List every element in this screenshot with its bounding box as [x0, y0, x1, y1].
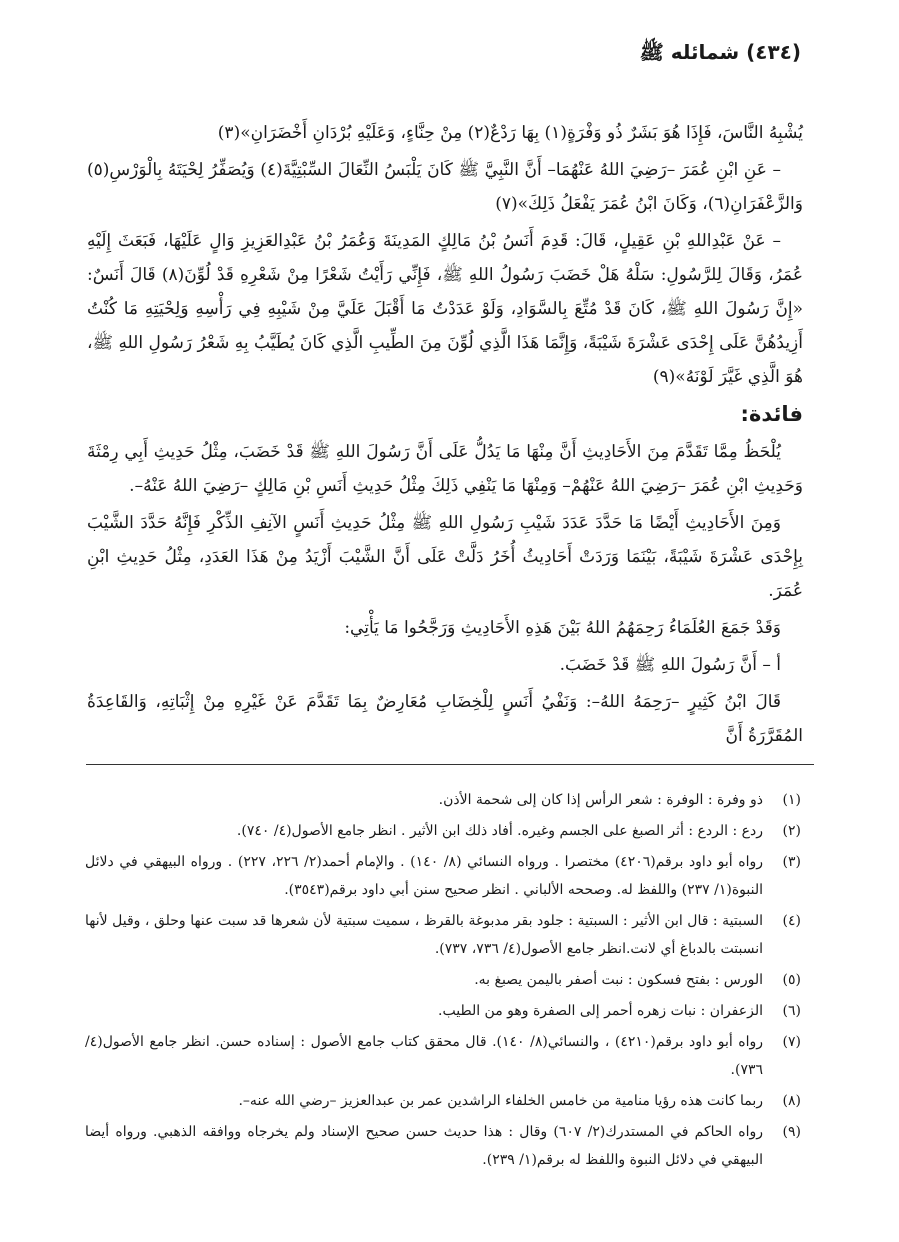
- footnote: [85, 1028, 801, 1084]
- footnote: [85, 786, 801, 814]
- footnote-number: (١): [782, 792, 801, 808]
- footnote: [85, 907, 801, 963]
- note-paragraph-1: يُلْحَظُ مِمَّا تَقَدَّمَ مِنَ الأَحَادِيثِ أَنَّ مِنْهَا مَا يَدُلُّ عَلَى أَنَّ رَسُولَ اللهِ ﷺ قَدْ خَضَبَ، مِثْلُ حَدِيثِ أَبِي رِمْثَةَ وَحَدِيثِ ابْنِ عُمَرَ –رَضِيَ اللهُ عَنْهُمْ– وَمِنْهَا مَا يَنْفِي ذَلِكَ مِثْلُ حَدِيثِ أَنَسِ بْنِ مَالِكٍ –رَضِيَ اللهُ عَنْهُ–.: [87, 442, 803, 496]
- hadith-paragraph-2: – عَنِ ابْنِ عُمَرَ –رَضِيَ اللهُ عَنْهُمَا– أَنَّ النَّبِيَّ ﷺ كَانَ يَلْبَسُ النِّعَالَ السِّبْتِيَّةَ(٤) وَيُصَفِّرُ لِحْيَتَهُ بِالْوَرْسِ(٥) وَالزَّعْفَرَانِ(٦)، وَكَانَ ابْنُ عُمَرَ يَفْعَلُ ذَلِكَ»(٧): [87, 160, 803, 214]
- main-text: [87, 116, 803, 756]
- footnote-number: (٣): [782, 854, 801, 870]
- footnote-number: (٩): [782, 1124, 801, 1140]
- note-paragraph-4: أ – أَنَّ رَسُولَ اللهِ ﷺ قَدْ خَضَبَ.: [559, 655, 781, 675]
- footnote-text: رواه أبو داود برقم(٤٢٠٦) مختصرا . ورواه النسائي (٨/ ١٤٠) . والإمام أحمد(٢/ ٢٢٦، ٢٢٧) . ورواه البيهقي في دلائل النبوة(١/ ٢٣٧) واللفظ له. وصححه الألباني . انظر صحيح سنن أبي داود برقم(٣٥٤٣).: [85, 854, 764, 898]
- footnote-text: الزعفران : نبات زهره أحمر إلى الصفرة وهو من الطيب.: [438, 1003, 763, 1019]
- footnote-text: رواه الحاكم في المستدرك(٢/ ٦٠٧) وقال : هذا حديث حسن صحيح الإسناد ولم يخرجاه ووافقه الذهبي. ورواه أيضا البيهقي في دلائل النبوة واللفظ له برقم(١/ ٢٣٩).: [85, 1124, 763, 1168]
- footnote: [85, 848, 801, 904]
- footnotes: [85, 786, 801, 1177]
- footnote: [85, 1118, 801, 1174]
- footnote-number: (٨): [782, 1093, 801, 1109]
- note-paragraph-3: وَقَدْ جَمَعَ العُلَمَاءُ رَحِمَهُمُ اللهُ بَيْنَ هَذِهِ الأَحَادِيثِ وَرَجَّحُوا مَا يَأْتِي:: [344, 618, 781, 638]
- footnote-number: (٢): [782, 823, 801, 839]
- footnote-text: ربما كانت هذه رؤيا منامية من خامس الخلفاء الراشدين عمر بن عبدالعزيز –رضي الله عنه–.: [238, 1093, 763, 1109]
- footnote: [85, 966, 801, 994]
- hadith-paragraph-3: – عَنْ عَبْدِاللهِ بْنِ عَقِيلٍ، قَالَ: قَدِمَ أَنَسُ بْنُ مَالِكٍ المَدِينَةَ وَعُمَرُ بْنُ عَبْدِالعَزِيزِ وَالٍ عَلَيْهَا، فَبَعَثَ إِلَيْهِ عُمَرُ، وَقَالَ لِلرَّسُولِ: سَلْهُ هَلْ خَضَبَ رَسُولُ اللهِ ﷺ، فَإِنِّي رَأَيْتُ شَعْرًا مِنْ شَعْرِهِ قَدْ لُوِّنَ(٨) قَالَ أَنَسٌ: «إِنَّ رَسُولَ اللهِ ﷺ، كَانَ قَدْ مُتِّعَ بِالسَّوَادِ، وَلَوْ عَدَدْتُ مَا أَقْبَلَ عَلَيَّ مِنْ شَيْبِهِ فِي رَأْسِهِ وَلِحْيَتِهِ مَا كُنْتُ أَزِيدُهُنَّ عَلَى إِحْدَى عَشْرَةَ شَيْبَةً، وَإِنَّمَا هَذَا الَّذِي لُوِّنَ مِنَ الطِّيبِ الَّذِي كَانَ يُطَيَّبُ بِهِ شَعْرُ رَسُولِ اللهِ ﷺ، هُوَ الَّذِي غَيَّرَ لَوْنَهُ»(٩): [87, 231, 804, 387]
- footnote: [85, 1087, 801, 1115]
- running-head: (٤٣٤) شمائله ﷺ: [639, 40, 801, 64]
- footnote-text: الورس : بفتح فسكون : نبت أصفر باليمن يصبغ به.: [474, 972, 763, 988]
- footnote-text: ذو وفرة : الوفرة : شعر الرأس إذا كان إلى شحمة الأذن.: [438, 792, 763, 808]
- note-paragraph-5: قَالَ ابْنُ كَثِيرٍ –رَحِمَهُ اللهُ–: وَنَفْيُ أَنَسٍ لِلْخِضَابِ مُعَارِضٌ بِمَا تَقَدَّمَ عَنْ غَيْرِهِ مِنْ إِثْبَاتِهِ، وَالقَاعِدَةُ المُقَرَّرَةُ أَنَّ: [87, 692, 803, 746]
- note-paragraph-2: وَمِنَ الأَحَادِيثِ أَيْضًا مَا حَدَّدَ عَدَدَ شَيْبِ رَسُولِ اللهِ ﷺ مِثْلُ حَدِيثِ أَنَسٍ الآنِفِ الذِّكْرِ فَإِنَّهُ حَدَّدَ الشَّيْبَ بِإِحْدَى عَشْرَةَ شَيْبَةً، بَيْنَمَا وَرَدَتْ أَحَادِيثُ أُخَرُ دَلَّتْ عَلَى أَنَّ الشَّيْبَ أَزْيَدُ مِنْ هَذَا العَدَدِ، مِثْلُ حَدِيثِ ابْنِ عُمَرَ.: [87, 513, 803, 601]
- footnote-text: ردع : الردع : أثر الصبغ على الجسم وغيره. أفاد ذلك ابن الأثير . انظر جامع الأصول(٤/ ٧٤٠).: [236, 823, 763, 839]
- footnote-text: السبتية : قال ابن الأثير : السبتية : جلود بقر مدبوغة بالقرظ ، سميت سبتية لأن شعرها قد سبت عنها وحلق ، وقيل لأنها انسبتت بالدباغ أي لانت.انظر جامع الأصول(٤/ ٧٣٦، ٧٣٧).: [85, 913, 763, 957]
- footnote-number: (٧): [782, 1034, 801, 1050]
- footnote: [85, 817, 801, 845]
- footnote-text: رواه أبو داود برقم(٤٢١٠) ، والنسائي(٨/ ١٤٠). قال محقق كتاب جامع الأصول : إسناده حسن. انظر جامع الأصول(٤/ ٧٣٦).: [85, 1034, 764, 1078]
- footnote-divider: [86, 764, 814, 765]
- footnote-number: (٥): [782, 972, 801, 988]
- footnote-number: (٤): [782, 913, 801, 929]
- footnote-number: (٦): [782, 1003, 801, 1019]
- footnote: [85, 997, 801, 1025]
- section-title: فائدة:: [740, 402, 803, 426]
- hadith-paragraph-1: يُشْبِهُ النَّاسَ، فَإِذَا هُوَ بَشَرٌ ذُو وَفْرَةٍ(١) بِهَا رَدْعٌ(٢) مِنْ حِنَّاءٍ، وَعَلَيْهِ بُرْدَانِ أَخْضَرَانِ»(٣): [217, 123, 803, 143]
